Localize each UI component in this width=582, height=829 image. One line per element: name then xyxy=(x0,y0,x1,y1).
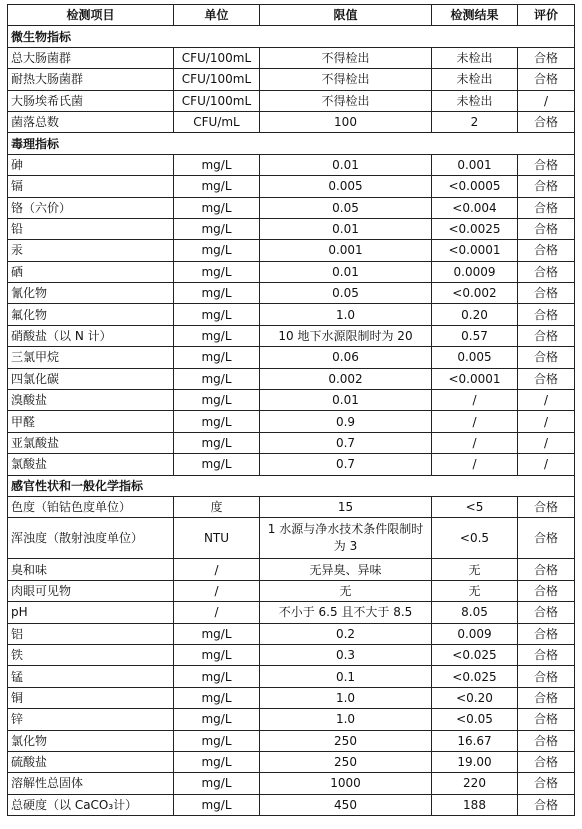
result-cell: / xyxy=(432,390,518,411)
item-cell: 四氯化碳 xyxy=(8,368,174,389)
table-row xyxy=(8,794,575,815)
limit-cell: 10 地下水源限制时为 20 xyxy=(260,325,432,346)
evaluation-cell: 合格 xyxy=(518,325,575,346)
limit-cell: 100 xyxy=(260,111,432,132)
item-cell: 溴酸盐 xyxy=(8,390,174,411)
result-cell: <0.0005 xyxy=(432,176,518,197)
evaluation-cell: 合格 xyxy=(518,730,575,751)
result-cell: 未检出 xyxy=(432,69,518,90)
table-row xyxy=(8,347,575,368)
table-row xyxy=(8,47,575,68)
unit-cell: mg/L xyxy=(174,454,260,475)
evaluation-cell: 合格 xyxy=(518,347,575,368)
table-row xyxy=(8,751,575,772)
item-cell: 亚氯酸盐 xyxy=(8,432,174,453)
result-cell: 0.20 xyxy=(432,304,518,325)
table-row xyxy=(8,602,575,623)
evaluation-cell: / xyxy=(518,454,575,475)
table-row xyxy=(8,623,575,644)
unit-cell: mg/L xyxy=(174,390,260,411)
section-header-row xyxy=(8,133,575,154)
result-cell: 2 xyxy=(432,111,518,132)
table-row xyxy=(8,730,575,751)
table-row xyxy=(8,644,575,665)
table-row xyxy=(8,666,575,687)
evaluation-cell: / xyxy=(518,432,575,453)
item-cell: 氟化物 xyxy=(8,304,174,325)
limit-cell: 1000 xyxy=(260,773,432,794)
table-row xyxy=(8,69,575,90)
table-row xyxy=(8,176,575,197)
result-cell: 0.005 xyxy=(432,347,518,368)
result-cell: <0.5 xyxy=(432,518,518,559)
header-unit: 单位 xyxy=(174,5,260,26)
item-cell: 三氯甲烷 xyxy=(8,347,174,368)
result-cell: 未检出 xyxy=(432,47,518,68)
unit-cell: mg/L xyxy=(174,411,260,432)
item-cell: 铅 xyxy=(8,218,174,239)
item-cell: 汞 xyxy=(8,240,174,261)
evaluation-cell: 合格 xyxy=(518,69,575,90)
limit-cell: 1.0 xyxy=(260,687,432,708)
section-title: 微生物指标 xyxy=(8,26,575,47)
section-title: 感官性状和一般化学指标 xyxy=(8,475,575,496)
item-cell: 硒 xyxy=(8,261,174,282)
result-cell: 0.57 xyxy=(432,325,518,346)
evaluation-cell: 合格 xyxy=(518,111,575,132)
unit-cell: / xyxy=(174,559,260,580)
unit-cell: mg/L xyxy=(174,751,260,772)
unit-cell: mg/L xyxy=(174,794,260,815)
item-cell: 镉 xyxy=(8,176,174,197)
item-cell: 铁 xyxy=(8,644,174,665)
item-cell: 色度（铂钴色度单位） xyxy=(8,496,174,517)
header-limit: 限值 xyxy=(260,5,432,26)
result-cell: <0.0001 xyxy=(432,240,518,261)
table-row xyxy=(8,283,575,304)
table-row xyxy=(8,261,575,282)
item-cell: 硫酸盐 xyxy=(8,751,174,772)
evaluation-cell: 合格 xyxy=(518,283,575,304)
unit-cell: 度 xyxy=(174,496,260,517)
result-cell: 16.67 xyxy=(432,730,518,751)
item-cell: 锌 xyxy=(8,709,174,730)
item-cell: 臭和味 xyxy=(8,559,174,580)
table-row xyxy=(8,559,575,580)
item-cell: 甲醛 xyxy=(8,411,174,432)
limit-cell: 0.005 xyxy=(260,176,432,197)
evaluation-cell: 合格 xyxy=(518,154,575,175)
item-cell: 浑浊度（散射浊度单位） xyxy=(8,518,174,559)
unit-cell: mg/L xyxy=(174,687,260,708)
evaluation-cell: / xyxy=(518,411,575,432)
evaluation-cell: 合格 xyxy=(518,580,575,601)
table-row xyxy=(8,218,575,239)
result-cell: <0.05 xyxy=(432,709,518,730)
result-cell: 188 xyxy=(432,794,518,815)
table-row xyxy=(8,154,575,175)
evaluation-cell: 合格 xyxy=(518,687,575,708)
result-cell: <5 xyxy=(432,496,518,517)
section-header-row xyxy=(8,26,575,47)
unit-cell: mg/L xyxy=(174,730,260,751)
unit-cell: mg/L xyxy=(174,304,260,325)
limit-cell: 0.06 xyxy=(260,347,432,368)
evaluation-cell: 合格 xyxy=(518,176,575,197)
result-cell: <0.0001 xyxy=(432,368,518,389)
limit-cell: 15 xyxy=(260,496,432,517)
table-row xyxy=(8,368,575,389)
table-row xyxy=(8,390,575,411)
limit-cell: 0.7 xyxy=(260,432,432,453)
unit-cell: CFU/100mL xyxy=(174,69,260,90)
limit-cell: 0.1 xyxy=(260,666,432,687)
evaluation-cell: 合格 xyxy=(518,218,575,239)
unit-cell: mg/L xyxy=(174,432,260,453)
unit-cell: mg/L xyxy=(174,368,260,389)
item-cell: 菌落总数 xyxy=(8,111,174,132)
header-item: 检测项目 xyxy=(8,5,174,26)
section-header-row xyxy=(8,475,575,496)
table-row xyxy=(8,709,575,730)
evaluation-cell: 合格 xyxy=(518,261,575,282)
limit-cell: 0.9 xyxy=(260,411,432,432)
result-cell: 220 xyxy=(432,773,518,794)
table-row xyxy=(8,687,575,708)
evaluation-cell: 合格 xyxy=(518,47,575,68)
result-cell: 无 xyxy=(432,580,518,601)
table-row xyxy=(8,304,575,325)
limit-cell: 1.0 xyxy=(260,304,432,325)
table-row xyxy=(8,432,575,453)
item-cell: 总大肠菌群 xyxy=(8,47,174,68)
item-cell: 砷 xyxy=(8,154,174,175)
limit-cell: 不得检出 xyxy=(260,69,432,90)
table-row xyxy=(8,197,575,218)
unit-cell: CFU/mL xyxy=(174,111,260,132)
header-row xyxy=(8,5,575,26)
result-cell: / xyxy=(432,454,518,475)
evaluation-cell: 合格 xyxy=(518,709,575,730)
unit-cell: mg/L xyxy=(174,773,260,794)
item-cell: 氯酸盐 xyxy=(8,454,174,475)
evaluation-cell: 合格 xyxy=(518,559,575,580)
result-cell: / xyxy=(432,411,518,432)
limit-cell: 0.2 xyxy=(260,623,432,644)
item-cell: pH xyxy=(8,602,174,623)
item-cell: 铬（六价） xyxy=(8,197,174,218)
evaluation-cell: 合格 xyxy=(518,368,575,389)
limit-cell: 250 xyxy=(260,730,432,751)
result-cell: 8.05 xyxy=(432,602,518,623)
evaluation-cell: 合格 xyxy=(518,602,575,623)
limit-cell: 1 水源与净水技术条件限制时为 3 xyxy=(260,518,432,559)
result-cell: <0.002 xyxy=(432,283,518,304)
result-cell: 0.001 xyxy=(432,154,518,175)
item-cell: 硝酸盐（以 N 计） xyxy=(8,325,174,346)
header-result: 检测结果 xyxy=(432,5,518,26)
evaluation-cell: 合格 xyxy=(518,644,575,665)
table-row xyxy=(8,518,575,559)
unit-cell: mg/L xyxy=(174,154,260,175)
evaluation-cell: 合格 xyxy=(518,666,575,687)
evaluation-cell: 合格 xyxy=(518,304,575,325)
unit-cell: mg/L xyxy=(174,347,260,368)
item-cell: 肉眼可见物 xyxy=(8,580,174,601)
limit-cell: 0.002 xyxy=(260,368,432,389)
item-cell: 氰化物 xyxy=(8,283,174,304)
limit-cell: 0.001 xyxy=(260,240,432,261)
table-row xyxy=(8,325,575,346)
result-cell: <0.20 xyxy=(432,687,518,708)
unit-cell: NTU xyxy=(174,518,260,559)
table-row xyxy=(8,580,575,601)
item-cell: 溶解性总固体 xyxy=(8,773,174,794)
limit-cell: 250 xyxy=(260,751,432,772)
table-row xyxy=(8,90,575,111)
result-cell: 0.0009 xyxy=(432,261,518,282)
item-cell: 大肠埃希氏菌 xyxy=(8,90,174,111)
limit-cell: 0.3 xyxy=(260,644,432,665)
unit-cell: mg/L xyxy=(174,283,260,304)
limit-cell: 不得检出 xyxy=(260,90,432,111)
limit-cell: 不小于 6.5 且不大于 8.5 xyxy=(260,602,432,623)
table-row xyxy=(8,411,575,432)
limit-cell: 无异臭、异味 xyxy=(260,559,432,580)
item-cell: 铜 xyxy=(8,687,174,708)
unit-cell: mg/L xyxy=(174,176,260,197)
table-row xyxy=(8,240,575,261)
limit-cell: 0.01 xyxy=(260,390,432,411)
limit-cell: 450 xyxy=(260,794,432,815)
table-row xyxy=(8,111,575,132)
table-row xyxy=(8,773,575,794)
unit-cell: mg/L xyxy=(174,218,260,239)
evaluation-cell: / xyxy=(518,90,575,111)
table-row xyxy=(8,496,575,517)
item-cell: 锰 xyxy=(8,666,174,687)
result-cell: <0.025 xyxy=(432,666,518,687)
result-cell: 未检出 xyxy=(432,90,518,111)
unit-cell: CFU/100mL xyxy=(174,90,260,111)
limit-cell: 0.01 xyxy=(260,154,432,175)
result-cell: 0.009 xyxy=(432,623,518,644)
results-table xyxy=(7,4,575,816)
limit-cell: 0.01 xyxy=(260,261,432,282)
limit-cell: 0.05 xyxy=(260,197,432,218)
unit-cell: mg/L xyxy=(174,240,260,261)
result-cell: 19.00 xyxy=(432,751,518,772)
limit-cell: 0.01 xyxy=(260,218,432,239)
unit-cell: / xyxy=(174,580,260,601)
limit-cell: 无 xyxy=(260,580,432,601)
item-cell: 总硬度（以 CaCO₃计） xyxy=(8,794,174,815)
unit-cell: mg/L xyxy=(174,325,260,346)
result-cell: <0.004 xyxy=(432,197,518,218)
unit-cell: mg/L xyxy=(174,709,260,730)
water-quality-report xyxy=(7,4,574,816)
evaluation-cell: 合格 xyxy=(518,518,575,559)
unit-cell: mg/L xyxy=(174,261,260,282)
item-cell: 氯化物 xyxy=(8,730,174,751)
result-cell: <0.0025 xyxy=(432,218,518,239)
table-row xyxy=(8,454,575,475)
limit-cell: 0.05 xyxy=(260,283,432,304)
evaluation-cell: 合格 xyxy=(518,197,575,218)
evaluation-cell: 合格 xyxy=(518,794,575,815)
unit-cell: mg/L xyxy=(174,644,260,665)
evaluation-cell: 合格 xyxy=(518,773,575,794)
item-cell: 耐热大肠菌群 xyxy=(8,69,174,90)
result-cell: <0.025 xyxy=(432,644,518,665)
unit-cell: mg/L xyxy=(174,623,260,644)
evaluation-cell: 合格 xyxy=(518,240,575,261)
limit-cell: 0.7 xyxy=(260,454,432,475)
unit-cell: mg/L xyxy=(174,197,260,218)
unit-cell: mg/L xyxy=(174,666,260,687)
unit-cell: / xyxy=(174,602,260,623)
section-title: 毒理指标 xyxy=(8,133,575,154)
header-evaluation: 评价 xyxy=(518,5,575,26)
evaluation-cell: 合格 xyxy=(518,623,575,644)
result-cell: / xyxy=(432,432,518,453)
limit-cell: 不得检出 xyxy=(260,47,432,68)
result-cell: 无 xyxy=(432,559,518,580)
item-cell: 铝 xyxy=(8,623,174,644)
limit-cell: 1.0 xyxy=(260,709,432,730)
unit-cell: CFU/100mL xyxy=(174,47,260,68)
evaluation-cell: 合格 xyxy=(518,496,575,517)
evaluation-cell: / xyxy=(518,390,575,411)
evaluation-cell: 合格 xyxy=(518,751,575,772)
